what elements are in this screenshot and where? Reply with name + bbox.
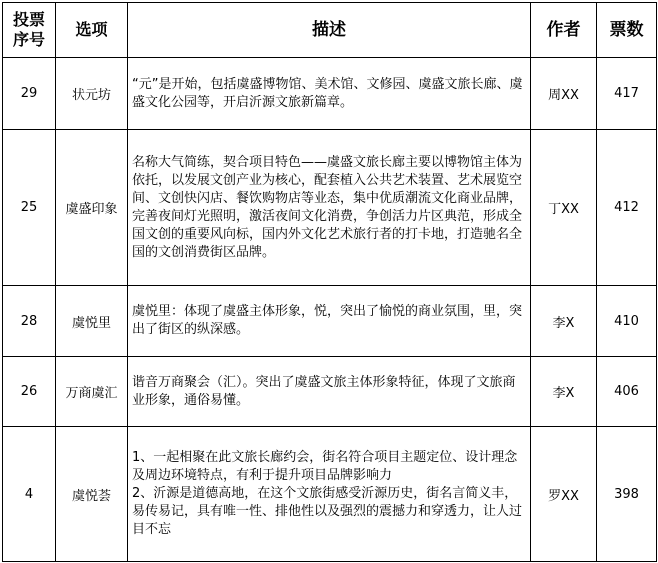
row-number: 29 [3,58,56,130]
row-votes: 417 [597,58,657,130]
row-author: 李X [531,286,597,357]
description-paragraph: “元”是开始，包括虞盛博物馆、美术馆、文修园、虞盛文旅长廊、虞盛文化公园等，开启沂源文旅新篇章。 [132,76,523,110]
row-votes: 406 [597,357,657,427]
description-paragraph: 1、一起相聚在此文旅长廊约会，街名符合项目主题定位、设计理念及周边环境特点，有利于提升项目品牌影响力 [132,450,518,483]
row-option: 万商虞汇 [56,357,128,427]
row-description [128,130,531,286]
row-option: 状元坊 [56,58,128,130]
row-author: 周XX [531,58,597,130]
description-paragraph: 谐音万商聚会（汇）。突出了虞盛文旅主体形象特征，体现了文旅商业形象，通俗易懂。 [132,374,516,408]
row-number: 4 [3,427,56,562]
header-description: 描述 [128,3,531,58]
header-number [3,3,56,58]
row-author: 丁XX [531,130,597,286]
row-number: 25 [3,130,56,286]
description-paragraph: 名称大气简练，契合项目特色——虞盛文旅长廊主要以博物馆主体为依托，以发展文创产业为核心，配套植入公共艺术装置、艺术展览空间、文创快闪店、餐饮购物店等业态，集中优质潮流文化商业品牌，完善夜间灯光照明，激活夜间文化消费，争创活力片区典范，形成全国文创的重要风向标，国内外文化艺术旅行者的打卡地，打造驰名全国的文创消费街区品牌。 [132,154,523,260]
header-row [3,3,657,58]
row-option: 虞悦荟 [56,427,128,562]
row-votes: 398 [597,427,657,562]
row-option: 虞悦里 [56,286,128,357]
row-votes: 410 [597,286,657,357]
description-paragraph: 2、沂源是道德高地，在这个文旅街感受沂源历史，街名言简义丰，易传易记，具有唯一性、排他性以及强烈的震撼力和穿透力，让人过目不忘 [132,486,523,537]
row-number: 28 [3,286,56,357]
row-number: 26 [3,357,56,427]
header-number-line2: 序号 [12,30,45,49]
vote-results-table [2,2,657,562]
header-number-line1: 投票 [12,10,45,29]
header-author: 作者 [531,3,597,58]
table-header [3,3,657,58]
table-row [3,286,657,357]
header-option: 选项 [56,3,128,58]
row-author: 罗XX [531,427,597,562]
row-votes: 412 [597,130,657,286]
table-body [3,58,657,562]
row-description [128,427,531,562]
table-row [3,130,657,286]
row-author: 李X [531,357,597,427]
table-row [3,357,657,427]
table-row [3,58,657,130]
description-paragraph: 虞悦里：体现了虞盛主体形象，悦，突出了愉悦的商业氛围，里，突出了街区的纵深感。 [132,304,523,337]
row-description [128,286,531,357]
header-votes: 票数 [597,3,657,58]
row-option: 虞盛印象 [56,130,128,286]
row-description [128,58,531,130]
table-row [3,427,657,562]
row-description [128,357,531,427]
